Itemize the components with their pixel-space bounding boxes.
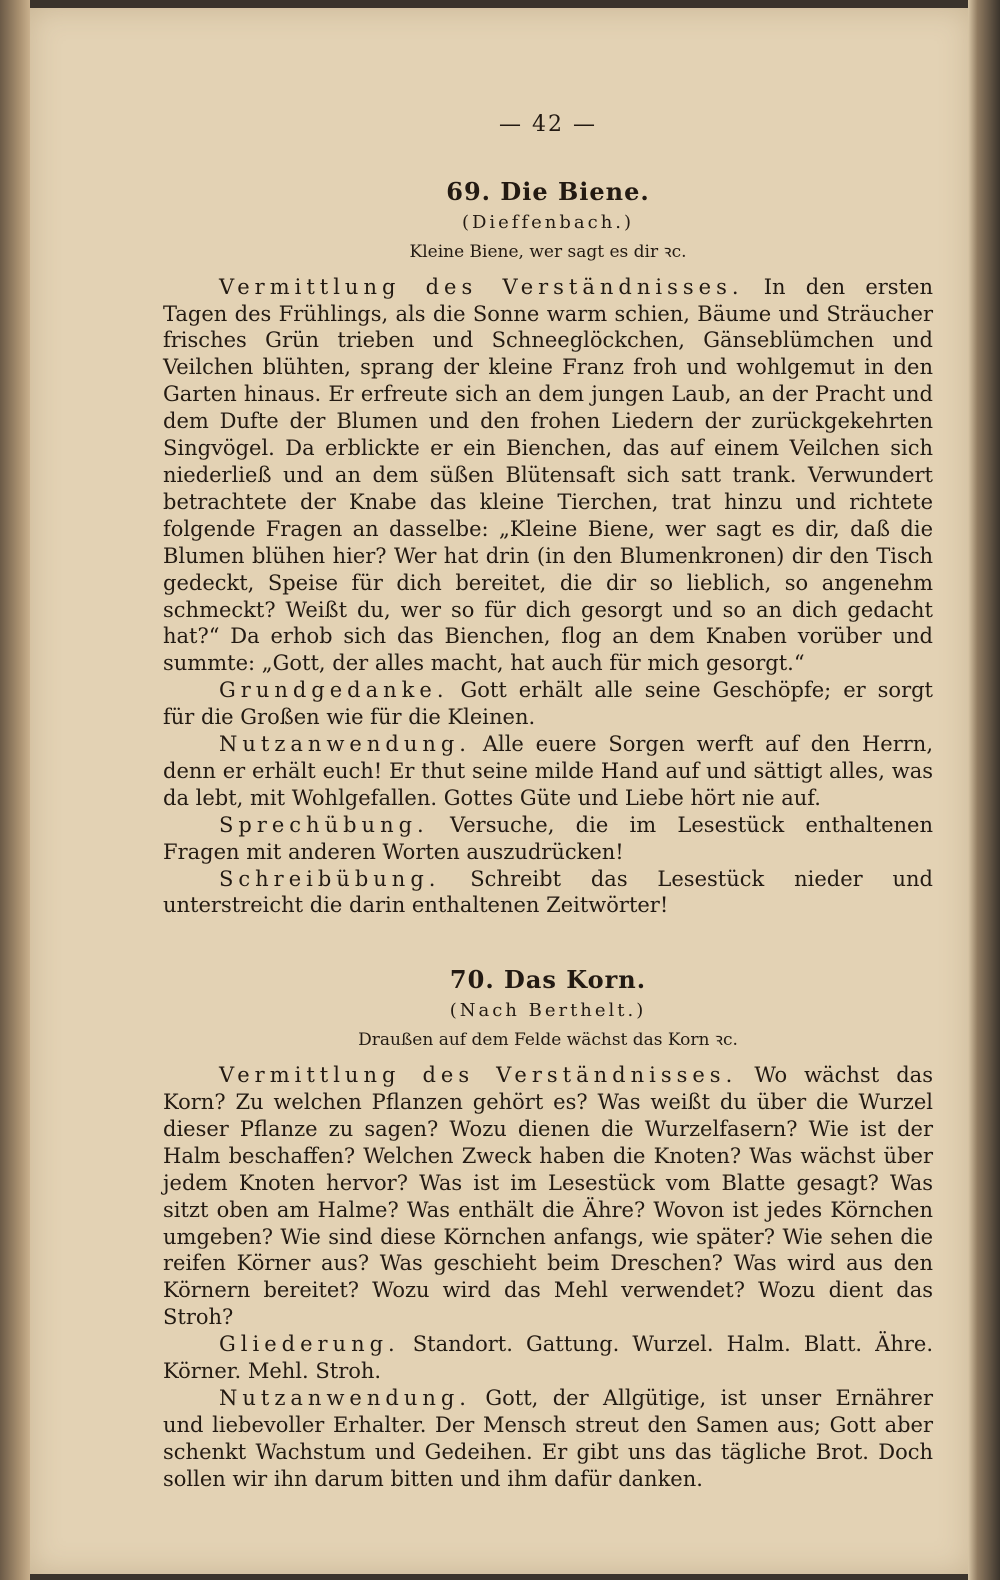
paragraph-vermittlung-korn [163,1062,933,1331]
paragraph-text: In den ersten Tagen des Frühlings, als die Sonne warm schien, Bäume und Sträucher frisches Grün trieben und Schneeglöckchen, Gänseblümchen und Veilchen blühten, sprang der kleine Franz froh und wohlgemut in den Garten hinaus. Er erfreute sich an dem jungen Laub, an der Pracht und dem Dufte der Blumen und den frohen Liedern der zurückgekehrten Singvögel. Da erblickte er ein Bienchen, das auf einem Veilchen sich niederließ und an dem süßen Blütensaft sich satt trank. Verwundert betrachtete der Knabe das kleine Tierchen, trat hinzu und richtete folgende Fragen an dasselbe: „Kleine Biene, wer sagt es dir, daß die Blumen blühen hier? Wer hat drin (in den Blumenkronen) dir den Tisch gedeckt, Speise für dich bereitet, die dir so lieblich, so angenehm schmeckt? Weißt du, wer so für dich gesorgt und so an dich gedacht hat?“ Da erhob sich das Bienchen, flog an dem Knaben vorüber und summte: „Gott, der alles macht, hat auch für mich gesorgt.“ [163,274,933,676]
paragraph-text: Standort. Gattung. Wurzel. Halm. Blatt. Ähre. Körner. Mehl. Stroh. [163,1332,933,1384]
paragraph-label: Schreibübung. [219,866,441,891]
paragraph-label: Vermittlung des Verständnisses. [219,1063,738,1088]
paragraph-vermittlung-biene [163,274,933,678]
paragraph-label: Gliederung. [219,1332,400,1357]
paragraph-text: Gott erhält alle seine Geschöpfe; er sorgt für die Großen wie für die Kleinen. [163,678,933,730]
paragraph-sprechuebung [163,812,933,866]
section-title-korn: 70. Das Korn. [449,965,647,995]
paragraph-label: Grundgedanke. [219,678,449,703]
paragraph-text: Gott, der Allgütige, ist unser Ernährer und liebevoller Erhalter. Der Mensch streut den Samen aus; Gott aber schenkt Wachstum und Gedeihen. Er gibt uns das tägliche Brot. Doch sollen wir ihn darum bitten und ihm dafür danken. [163,1385,933,1491]
section-divider-space [163,919,933,959]
paragraph-text: Versuche, die im Lesestück enthaltenen Fragen mit anderen Worten auszudrücken! [163,812,933,864]
section-title-biene: 69. Die Biene. [446,176,650,206]
poem-first-line-korn: Draußen auf dem Felde wächst das Korn ꝛc. [358,1030,738,1051]
paragraph-schreibuebung [163,866,933,920]
section-source-korn: (Nach Berthelt.) [449,1000,647,1022]
paragraph-text: Schreibt das Lesestück nieder und unterstreicht die darin enthaltenen Zeitwörter! [163,866,933,918]
page-content [163,100,933,1493]
book-spine-edge [0,0,30,1580]
paragraph-nutzanwendung-korn [163,1385,933,1493]
poem-first-line-biene: Kleine Biene, wer sagt es dir ꝛc. [409,241,687,262]
paragraph-label: Nutzanwendung. [219,1385,471,1410]
paragraph-label: Nutzanwendung. [219,732,471,757]
page-number: — 42 — [499,112,597,137]
paragraph-label: Sprechübung. [219,812,429,837]
paragraph-label: Vermittlung des Verständnisses. [219,274,744,299]
paragraph-nutzanwendung-biene [163,731,933,812]
section-source-biene: (Dieffenbach.) [461,211,635,233]
paragraph-grundgedanke [163,677,933,731]
page-stack-edge [968,0,1000,1580]
paragraph-text: Wo wächst das Korn? Zu welchen Pflanzen gehört es? Was weißt du über die Wurzel dieser Pflanze zu sagen? Wozu dienen die Wurzelfasern? Wie ist der Halm beschaffen? Welchen Zweck haben die Knoten? Was wächst über jedem Knoten hervor? Was ist im Lesestück vom Blatte gesagt? Was sitzt oben am Halme? Was enthält die Ähre? Wovon ist jedes Körnchen umgeben? Wie sind diese Körnchen anfangs, wie später? Wie sehen die reifen Körner aus? Was geschieht beim Dreschen? Was wird aus den Körnern bereitet? Wozu wird das Mehl verwendet? Wozu dient das Stroh? [163,1063,933,1330]
paragraph-text: Alle euere Sorgen werft auf den Herrn, denn er erhält euch! Er thut seine milde Hand auf und sättigt alles, was da lebt, mit Wohlgefallen. Gottes Güte und Liebe hört nie auf. [163,732,933,810]
paragraph-gliederung [163,1331,933,1385]
